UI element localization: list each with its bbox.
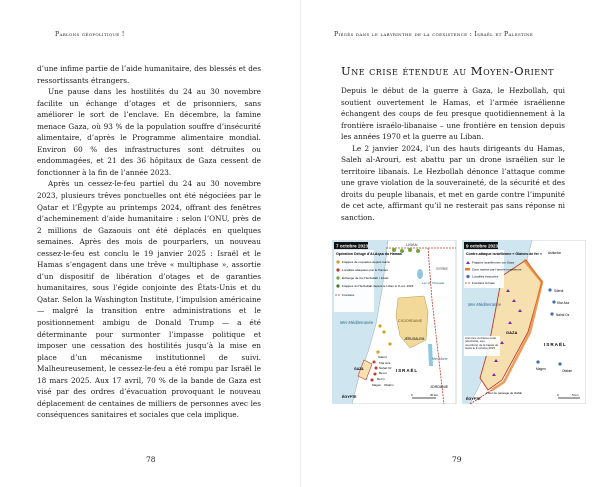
- scale-left-end: 30 km: [430, 393, 439, 397]
- scale-right-end: 5 km: [572, 393, 579, 397]
- label-gaza: GAZA: [506, 330, 518, 335]
- legend-zone-icon: [465, 268, 470, 271]
- label-cisjordanie: CISJORDANIE: [398, 319, 423, 323]
- legend-item: Zone reprise par l’armée israélienne: [472, 267, 522, 272]
- locality-dot: [373, 361, 376, 364]
- map-left: [332, 240, 456, 404]
- label-israel: ISRAËL: [544, 342, 567, 347]
- label-ofakim: Ofakim: [384, 383, 394, 387]
- rocket-marker: [378, 324, 381, 327]
- legend-item: Localités attaquées par le Hamas: [342, 268, 388, 272]
- map-figure: [332, 240, 586, 404]
- label-ashkelon: Ashkelon: [548, 251, 562, 255]
- date-badge-left-text: 7 octobre 2023: [336, 243, 369, 249]
- legend-item: Frappes israéliennes sur Gaza: [472, 260, 515, 265]
- section-title: Une crise étendue au Moyen-Orient: [341, 64, 554, 78]
- locality-dot: [548, 288, 551, 291]
- fire-marker: [408, 248, 412, 252]
- fire-marker: [416, 249, 420, 253]
- locality-dot: [552, 300, 555, 303]
- locality-dot: [375, 367, 378, 370]
- locality-dot: [374, 373, 377, 376]
- legend-item: Localités évacuées: [472, 274, 499, 279]
- legend-item: Échange de tirs Hezbollah / Israël: [342, 276, 389, 280]
- paragraph: Une pause dans les hostilités du 24 au 30 novembre facilite un échange d’otages et de prisonniers, sans améliorer le sort de l’enclave. En décembre, la famine menace Gaza, où 93 % de la population souffre d’insécurité alimentaire, d’après le Programme alimentaire mondial. Environ 60 % des infrastructures sont détruites ou endommagées, et 21 des 36 hôpitaux de Gaza cessent de fonctionner à la fin de l’année 2023.: [37, 87, 261, 177]
- label-lac: Lac de Tibériade: [422, 281, 445, 285]
- label-syrie: SYRIE: [436, 266, 449, 271]
- date-badge-right-text: 9 octobre 2023: [466, 243, 499, 249]
- scale-right-start: 0: [557, 393, 559, 397]
- left-page: [0, 0, 301, 487]
- label-nahal-oz: Nahal Oz: [556, 313, 570, 317]
- legend-exchange-icon: [336, 276, 339, 279]
- label-beeri: Be’eri: [379, 371, 387, 375]
- locality-dot: [371, 379, 374, 382]
- page-number-left: 78: [146, 455, 156, 464]
- legend-item: Frontière fermée: [472, 281, 495, 285]
- label-ofakim: Ofakim: [562, 369, 573, 373]
- label-israel: ISRAËL: [396, 368, 419, 373]
- label-magen: Magen: [536, 367, 546, 371]
- legend-hezbollah-icon: [336, 284, 339, 287]
- label-liban: LIBAN: [406, 242, 418, 247]
- map-right: [462, 240, 586, 404]
- blockade-note: [465, 337, 499, 357]
- running-head-left: Parlons géopolitique !: [55, 31, 125, 38]
- label-jerusalem: JÉRUSALEM: [404, 337, 425, 341]
- paragraph: Depuis le début de la guerre à Gaza, le Hezbollah, qui soutient ouvertement le Hamas, et l’armée israélienne échangent des coups de feu presque quotidiennement à la frontière israélo-libanaise – une frontière en tension depuis les années 1970 et la guerre au Liban.: [341, 86, 565, 142]
- label-gaza: GAZA: [354, 367, 364, 371]
- label-kfar-aza: Kfar Aza: [557, 301, 570, 305]
- legend-rocket-icon: [336, 260, 339, 263]
- legend-item: Frontière: [342, 293, 355, 297]
- locality-dot: [536, 360, 539, 363]
- legend-locality-icon: [336, 268, 339, 271]
- label-mer: Mer Méditerranée: [468, 302, 502, 307]
- legend-item: Frappes du Hezbollah depuis le Liban le 8 oct. 2023: [342, 284, 414, 288]
- paragraph: Le 2 janvier 2024, l’un des hauts dirigeants du Hamas, Saleh al-Arouri, est abattu par un drone israélien sur le territoire libanais. Le Hezbollah dénonce l’attaque comme une grave violation de la souveraineté, de la sécurité et des droits du peuple libanais, et met en garde contre l’impunité de cet acte, affirmant qu’il ne resterait pas sans réponse ni sanction.: [341, 143, 565, 223]
- legend-item: Frappes de roquettes depuis Gaza: [342, 260, 390, 264]
- paragraph: Après un cessez-le-feu partiel du 24 au 30 novembre 2023, plusieurs trêves ponctuelles ont été négociées par le Qatar et l’Égypte au printemps 2024, offrant des fenêtres d’acheminement d’aide humanitaire : selon l’ONU, près de 2 millions de Gazaouis ont été déplacés en quelques semaines. Après des mois de pourparlers, un nouveau cessez-le-feu est conclu le 19 janvier 2025 : Israël et le Hamas s’engagent dans une trêve « multiphase », assortie d’un dispositif de libération d’otages et de garanties humanitaires, sous l’égide conjointe des États-Unis et du Qatar. Selon la Washington Institute, l’impulsion américaine — malgré la transition entre administrations et le positionnement ambigu de Donald Trump — a été déterminante pour surmonter l’impasse politique et imposer une cessation des hostilités jusqu’à la mise en place d’un mécanisme institutionnel de suivi. Malheureusement, le cessez-le-feu a été rompu par Israël le 18 mars 2025. Aux 17 avril, 70 % de la bande de Gaza est visé par des ordres d’évacuation provoquant le nouveau déplacement de centaines de milliers de personnes avec les conséquences sanitaires et sociales que cela implique.: [37, 179, 261, 420]
- label-mer-morte: Mer Morte: [432, 357, 448, 361]
- label-egypte: ÉGYPTE: [342, 395, 357, 399]
- page-number-right: 79: [452, 455, 462, 464]
- legend-evac-icon: [466, 275, 469, 278]
- rocket-marker: [376, 350, 379, 353]
- label-rafah: Point de passage de Rafah: [486, 391, 523, 395]
- blockade-note-text: Annonce du blocus total (électricité, eau, nourriture) de la bande de Gaza le 9 octobre 2023: [465, 337, 499, 351]
- label-reim: Re’im: [377, 377, 385, 381]
- scale-left-start: 0: [411, 393, 413, 397]
- label-egypte: ÉGYPTE: [466, 397, 481, 401]
- locality-dot: [550, 312, 553, 315]
- locality-dot: [558, 362, 561, 365]
- left-column-text: [37, 63, 261, 421]
- running-head-right: Piégés dans le labyrinthe de la coexistence : Israël et Palestine: [334, 31, 534, 38]
- label-nahal-oz: Nahal Oz: [379, 366, 392, 370]
- right-column-text: [341, 85, 565, 224]
- label-sderot: Sdérot: [554, 289, 564, 293]
- label-magen: Magen: [372, 383, 382, 387]
- map-left-title: Opération Déluge d’Al-Aqsa du Hamas: [336, 252, 402, 256]
- label-sderot: Sdérot: [378, 355, 387, 359]
- rocket-marker: [388, 342, 391, 345]
- map-right-title: Contre-attaque israélienne « Glaives de fer »: [466, 252, 542, 256]
- label-jordanie: JORDANIE: [430, 385, 449, 389]
- rocket-marker: [382, 330, 385, 333]
- lake-tiberias: [417, 269, 423, 279]
- label-mer: Mer Méditerranée: [340, 320, 374, 325]
- maps-svg: [332, 240, 586, 404]
- paragraph: d’une infime partie de l’aide humanitaire, des blessés et des ressortissants étrangers.: [37, 64, 261, 85]
- label-kfar-aza: Kfar Aza: [379, 361, 391, 365]
